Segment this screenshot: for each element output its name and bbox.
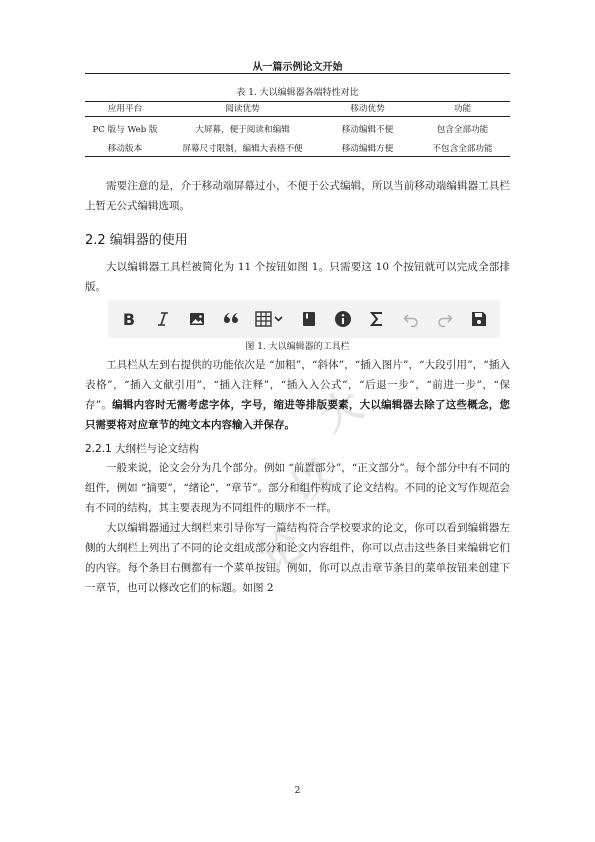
quote-icon	[222, 310, 240, 328]
save-icon	[470, 310, 488, 328]
undo-button[interactable]	[398, 306, 424, 332]
table-row	[85, 117, 510, 144]
table-cell: 包含全部功能	[436, 124, 489, 135]
comparison-table	[85, 101, 510, 157]
redo-icon	[436, 310, 454, 328]
body-paragraph: 大以编辑器通过大纲栏来引导你写一篇结构符合学校要求的论文，你可以看到编辑器左侧的大纲栏上列出了不同的论文组成部分和论文内容组件，你可以点击这些条目来编辑它们的内容。每个条目右侧都有一个菜单按钮。例如，你可以点击章节条目的菜单按钮来创建下一章节，也可以修改它们的标题。如图 2	[85, 522, 510, 594]
body-paragraph	[85, 355, 510, 435]
body-paragraph: 一般来说，论文会分为几个部分。例如 “前置部分”，“正文部分”。每个部分中有不同的组件，例如 “摘要”，“绪论”，“章节”。部分和组件构成了论文结构。不同的论文写作规范会有不同的结构，其主要表现为不同组件的顺序不一样。	[85, 462, 510, 514]
bold-icon	[120, 310, 138, 328]
body-paragraph: 需要注意的是，介于移动端屏幕过小，不便于公式编辑，所以当前移动端编辑器工具栏上暂无公式编辑选项。	[85, 180, 510, 212]
editor-toolbar	[108, 300, 500, 338]
body-paragraph: 大以编辑器工具栏被简化为 11 个按钮如图 1。只需要这 10 个按钮就可以完成全部排版。	[85, 261, 510, 293]
table-row	[85, 143, 510, 157]
table-header-cell: 功能	[415, 102, 510, 117]
insert-image-button[interactable]	[184, 306, 210, 332]
redo-button[interactable]	[432, 306, 458, 332]
running-header: 从一篇示例论文开始	[252, 62, 343, 73]
table-cell: 大屏幕，便于阅读和编辑	[195, 124, 290, 135]
table-header-cell: 阅读优势	[165, 102, 320, 117]
insert-note-button[interactable]	[330, 306, 356, 332]
info-icon	[334, 310, 352, 328]
quote-button[interactable]	[218, 306, 244, 332]
bold-button[interactable]	[116, 306, 142, 332]
table-header-row	[85, 102, 510, 117]
italic-button[interactable]	[150, 306, 176, 332]
sigma-icon	[368, 310, 386, 328]
italic-icon	[154, 310, 172, 328]
table-icon	[255, 310, 285, 328]
section-heading: 2.2 编辑器的使用	[85, 233, 188, 248]
book-icon	[300, 310, 318, 328]
subsection-heading: 2.2.1 大纲栏与论文结构	[85, 443, 200, 455]
table-cell: 移动编辑方便	[320, 143, 415, 157]
insert-table-button[interactable]	[252, 306, 288, 332]
table-header-cell: 应用平台	[85, 102, 165, 117]
image-icon	[188, 310, 206, 328]
page-number: 2	[294, 786, 301, 796]
undo-icon	[402, 310, 420, 328]
insert-formula-button[interactable]	[364, 306, 390, 332]
table-header-cell: 移动优势	[320, 102, 415, 117]
save-button[interactable]	[466, 306, 492, 332]
paragraph-text: 工具栏从左到右提供的功能依次是 “加粗”，“斜体”，“插入图片”，“大段引用”，“插入表格”，“插入文献引用”，“插入注释”，“插入入公式”，“后退一步”，“前进一步”，“保存”。	[85, 359, 510, 411]
figure-caption: 图 1. 大以编辑器的工具栏	[245, 342, 350, 352]
table-cell: 屏幕尺寸限制，编辑大表格不便	[165, 143, 320, 157]
watermark: 大 以 论	[252, 381, 371, 582]
table-cell: 不包含全部功能	[415, 143, 510, 157]
table-cell: 移动编辑不便	[341, 124, 394, 135]
table-caption: 表 1. 大以编辑器各端特性对比	[236, 88, 359, 98]
svg-text:B: B	[122, 310, 136, 328]
table-cell: PC 版与 Web 版	[92, 124, 158, 135]
insert-citation-button[interactable]	[296, 306, 322, 332]
bold-emphasis-text: 编辑内容时无需考虑字体，字号，缩进等排版要素，大以编辑器去除了这些概念，您只需要将对应章节的纯文本内容输入并保存。	[85, 399, 511, 431]
table-cell: 移动版本	[85, 143, 165, 157]
header-rule	[85, 73, 510, 74]
